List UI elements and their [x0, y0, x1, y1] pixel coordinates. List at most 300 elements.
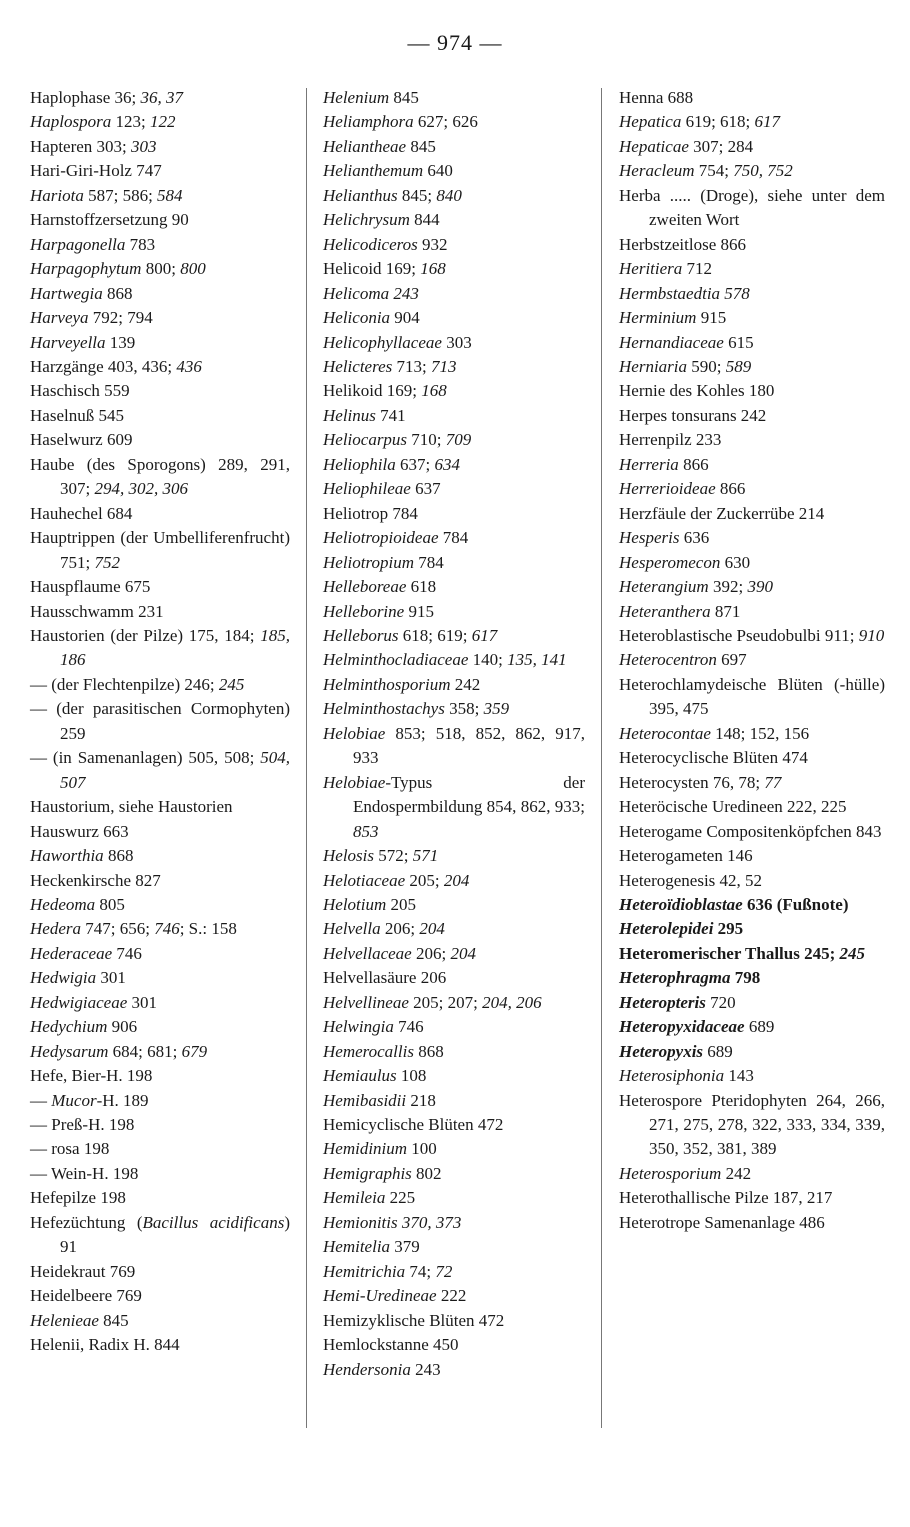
entry-text: 689: [703, 1041, 733, 1061]
entry-text: 370, 373: [401, 1212, 462, 1232]
entry-text: 617: [754, 112, 781, 132]
index-entry: [323, 869, 585, 893]
index-entry: [30, 233, 290, 257]
entry-text: Helianthemum: [323, 161, 424, 181]
entry-text: Helvellineae: [323, 992, 409, 1012]
index-entry: [30, 306, 290, 330]
entry-text: Helosis: [323, 846, 374, 866]
index-entry: [30, 1064, 290, 1088]
entry-text: 245: [218, 674, 245, 694]
entry-text: Hedwigiaceae: [30, 992, 128, 1012]
entry-text: 222: [436, 1286, 467, 1306]
entry-text: Heterocyclische Blüten 474: [619, 748, 808, 768]
entry-text: 587; 586;: [83, 185, 158, 205]
entry-text: 845: [98, 1310, 129, 1330]
index-entry: [323, 1260, 585, 1284]
index-entry: [30, 795, 290, 819]
entry-text: Hariota: [30, 185, 84, 205]
entry-text: Herba ..... (Droge), siehe unter dem zweiten Wort: [619, 185, 885, 230]
index-entry: [30, 575, 290, 599]
index-entry: [619, 869, 885, 893]
index-entry: [30, 331, 290, 355]
index-entry: [619, 648, 885, 672]
index-entry: [619, 159, 885, 183]
entry-text: Heterocentron: [619, 650, 717, 670]
index-entry: [30, 1040, 290, 1064]
entry-text: Herpes tonsurans 242: [619, 405, 767, 425]
entry-text: Heterocontae: [619, 723, 711, 743]
entry-text: 584: [157, 185, 183, 205]
entry-text: -Typus der Endospermbildung 854, 862, 933;: [353, 772, 585, 817]
index-entry: [323, 551, 585, 575]
entry-text: — (in Samenanlagen) 505, 508;: [30, 748, 261, 768]
index-entry: [30, 257, 290, 281]
entry-text: 390: [747, 577, 773, 597]
entry-text: — (der Flechtenpilze) 246;: [30, 674, 219, 694]
entry-text: 713: [430, 356, 457, 376]
entry-text: Hemigraphis: [323, 1163, 412, 1183]
index-entry: [323, 600, 585, 624]
entry-text: Haustorium, siehe Haustorien: [30, 797, 233, 817]
index-entry: [323, 1186, 585, 1210]
index-entry: [30, 502, 290, 526]
entry-text: 800;: [141, 259, 181, 279]
index-entry: [323, 184, 585, 208]
entry-text: Hemlockstanne 450: [323, 1335, 459, 1355]
entry-text: Heritiera: [619, 259, 683, 279]
entry-text: 910: [858, 625, 885, 645]
entry-text: Hemitrichia: [323, 1261, 406, 1281]
entry-text: Hauswurz 663: [30, 821, 129, 841]
entry-text: — (der parasitischen Cormophyten) 259: [30, 699, 290, 743]
entry-text: Heterochlamydeische Blüten (-hülle) 395, 475: [619, 674, 885, 719]
entry-text: Hefepilze 198: [30, 1188, 126, 1208]
index-entry: [619, 257, 885, 281]
index-entry: [30, 942, 290, 966]
entry-text: Hermbstaedtia: [619, 283, 721, 303]
entry-text: Heterothallische Pilze 187, 217: [619, 1188, 833, 1208]
index-entry: [30, 208, 290, 232]
entry-text: Helminthostachys: [323, 699, 445, 719]
entry-text: 868: [103, 846, 134, 866]
entry-text: 72: [435, 1261, 453, 1281]
index-entry: [619, 233, 885, 257]
entry-text: Hesperis: [619, 528, 680, 548]
entry-text: 906: [107, 1017, 138, 1037]
entry-text: 358;: [444, 699, 484, 719]
entry-text: 242: [450, 674, 481, 694]
entry-text: Hepaticae: [619, 136, 689, 156]
entry-text: 710;: [407, 430, 446, 450]
index-entry: [323, 331, 585, 355]
entry-text: Hauspflaume 675: [30, 577, 151, 597]
entry-text: 140;: [468, 650, 508, 670]
index-entry: [323, 477, 585, 501]
index-column-3: [619, 86, 885, 1235]
index-entry: [30, 1333, 290, 1357]
entry-text: Hedychium: [30, 1017, 108, 1037]
entry-text: 636: [679, 528, 710, 548]
entry-text: Hefezüchtung (: [30, 1212, 143, 1232]
index-entry: [619, 991, 885, 1015]
entry-text: 617: [471, 625, 498, 645]
index-entry: [323, 942, 585, 966]
index-entry: [30, 1260, 290, 1284]
entry-text: Heterosporium: [619, 1163, 722, 1183]
entry-text: Helvellaceae: [323, 943, 412, 963]
entry-text: 204: [419, 919, 445, 939]
entry-text: Helminthosporium: [323, 674, 451, 694]
entry-text: 618; 619;: [398, 625, 472, 645]
entry-text: Herrenpilz 233: [619, 430, 722, 450]
entry-text: -H. 189: [96, 1090, 149, 1110]
entry-text: 627; 626: [413, 112, 478, 132]
entry-text: 135, 141: [507, 650, 567, 670]
index-entry: [619, 820, 885, 844]
index-entry: [619, 1211, 885, 1235]
index-entry: [323, 893, 585, 917]
entry-text: 853; 518, 852, 862, 917, 933: [353, 723, 585, 768]
entry-text: Heterogenesis 42, 52: [619, 870, 763, 890]
entry-text: Henna 688: [619, 88, 694, 107]
entry-text: Heteroblastische Pseudobulbi 911;: [619, 625, 859, 645]
entry-text: 915: [696, 308, 727, 328]
index-entry: [323, 771, 585, 844]
index-entry: [30, 135, 290, 159]
entry-text: Helotiaceae: [323, 870, 406, 890]
entry-text: Helichrysum: [323, 210, 410, 230]
index-entry: [619, 1186, 885, 1210]
entry-text: — Wein-H. 198: [30, 1163, 139, 1183]
entry-text: ) 91: [60, 1212, 290, 1257]
entry-text: Hepatica: [619, 112, 682, 132]
index-entry: [30, 697, 290, 746]
entry-text: 578: [724, 283, 750, 303]
entry-text: 108: [396, 1066, 427, 1086]
entry-text: Haworthia: [30, 846, 104, 866]
entry-text: 100: [407, 1139, 437, 1159]
entry-text: 750, 752: [733, 161, 793, 181]
entry-text: 204: [450, 943, 476, 963]
entry-text: 77: [764, 772, 782, 792]
entry-text: 504, 507: [60, 748, 290, 792]
index-entry: [323, 306, 585, 330]
entry-text: Hemibasidii: [323, 1090, 407, 1110]
entry-text: 618: [406, 577, 437, 597]
index-entry: [30, 428, 290, 452]
entry-text: Hefe, Bier-H. 198: [30, 1066, 153, 1086]
index-entry: [30, 820, 290, 844]
index-entry: [30, 1309, 290, 1333]
entry-text: Hemileia: [323, 1188, 386, 1208]
entry-text: Helicodiceros: [323, 234, 418, 254]
entry-text: 148; 152, 156: [710, 723, 810, 743]
entry-text: Hedwigia: [30, 968, 97, 988]
entry-text: 572;: [374, 846, 413, 866]
entry-text: 747; 656;: [80, 919, 155, 939]
index-entry: [323, 1284, 585, 1308]
entry-text: Heidelbeere 769: [30, 1286, 142, 1306]
entry-text: 840: [436, 185, 462, 205]
entry-text: Heteromerischer Thallus 245;: [619, 943, 840, 963]
index-entry: [619, 795, 885, 819]
entry-text: Helenii, Radix H. 844: [30, 1335, 180, 1355]
entry-text: 746: [112, 943, 142, 963]
entry-text: 307; 284: [688, 136, 754, 156]
entry-text: 754;: [694, 161, 734, 181]
entry-text: 303: [131, 136, 157, 156]
index-entry: [323, 575, 585, 599]
entry-text: 359: [483, 699, 510, 719]
entry-text: 845: [406, 136, 436, 156]
entry-text: Herrerioideae: [619, 479, 716, 499]
entry-text: 800: [180, 259, 206, 279]
entry-text: Heliconia: [323, 308, 391, 328]
entry-text: Heteropteris: [619, 992, 706, 1012]
entry-text: Hemitelia: [323, 1237, 391, 1257]
index-entry: [619, 551, 885, 575]
entry-text: 802: [411, 1163, 442, 1183]
entry-text: Helobiae: [323, 723, 386, 743]
index-column-2: [323, 86, 585, 1382]
index-entry: [619, 306, 885, 330]
entry-text: Harveya: [30, 308, 89, 328]
index-entry: [323, 648, 585, 672]
index-entry: [30, 966, 290, 990]
entry-text: Helicoma: [323, 283, 390, 303]
index-entry: [323, 966, 585, 990]
index-entry: [619, 673, 885, 722]
index-entry: [30, 917, 290, 941]
entry-text: 844: [409, 210, 440, 230]
entry-text: 243: [393, 283, 419, 303]
entry-text: 866: [678, 454, 709, 474]
column-divider: [306, 88, 307, 1428]
index-entry: [619, 1040, 885, 1064]
entry-text: Herniaria: [619, 356, 687, 376]
entry-text: Helotium: [323, 894, 387, 914]
entry-text: 205; 207;: [408, 992, 483, 1012]
entry-text: Helwingia: [323, 1017, 394, 1037]
index-entry: [323, 1162, 585, 1186]
entry-text: 784: [413, 552, 444, 572]
entry-text: Hendersonia: [323, 1359, 411, 1379]
entry-text: 915: [404, 601, 434, 621]
entry-text: 185, 186: [60, 625, 290, 670]
entry-text: 619; 618;: [681, 112, 755, 132]
entry-text: 689: [744, 1017, 775, 1037]
entry-text: 634: [434, 454, 460, 474]
entry-text: Haplospora: [30, 112, 112, 132]
entry-text: 589: [725, 356, 752, 376]
index-entry: [619, 110, 885, 134]
index-entry: [30, 1162, 290, 1186]
entry-text: 294, 302, 306: [94, 479, 188, 499]
entry-text: 74;: [405, 1261, 436, 1281]
index-entry: [323, 86, 585, 110]
index-entry: [619, 1162, 885, 1186]
entry-text: Heliophileae: [323, 479, 411, 499]
entry-text: Hemerocallis: [323, 1041, 414, 1061]
index-entry: [323, 1309, 585, 1333]
entry-text: Hedeoma: [30, 894, 96, 914]
index-entry: [619, 502, 885, 526]
index-entry: [323, 917, 585, 941]
entry-text: Heliotropium: [323, 552, 414, 572]
index-entry: [323, 453, 585, 477]
entry-text: Helvella: [323, 919, 381, 939]
entry-text: Heteranthera: [619, 601, 711, 621]
entry-text: 746: [154, 919, 180, 939]
entry-text: 206;: [380, 919, 420, 939]
index-entry: [323, 722, 585, 771]
entry-text: Hederaceae: [30, 943, 113, 963]
entry-text: 295: [713, 919, 744, 939]
entry-text: 206;: [411, 943, 451, 963]
entry-text: 590;: [687, 356, 726, 376]
entry-text: Haplophase 36;: [30, 88, 141, 107]
index-column-1: [30, 86, 290, 1358]
index-entry: [619, 477, 885, 501]
index-entry: [619, 1089, 885, 1162]
entry-text: Hedera: [30, 919, 81, 939]
entry-text: Heliamphora: [323, 112, 414, 132]
index-entry: [30, 600, 290, 624]
entry-text: Heliotrop 784: [323, 503, 418, 523]
entry-text: 904: [390, 308, 420, 328]
index-entry: [30, 110, 290, 134]
index-entry: [619, 135, 885, 159]
index-entry: [323, 1235, 585, 1259]
entry-text: Helicophyllaceae: [323, 332, 442, 352]
entry-text: Heterangium: [619, 577, 709, 597]
index-entry: [323, 1358, 585, 1382]
entry-text: 218: [406, 1090, 436, 1110]
index-entry: [30, 1186, 290, 1210]
index-entry: [30, 893, 290, 917]
entry-text: Hemidinium: [323, 1139, 408, 1159]
entry-text: Hernandiaceae: [619, 332, 724, 352]
entry-text: Heterophragma: [619, 968, 731, 988]
entry-text: 746: [393, 1017, 424, 1037]
index-entry: [619, 86, 885, 110]
index-entry: [323, 1015, 585, 1039]
index-entry: [323, 135, 585, 159]
entry-text: 303: [441, 332, 472, 352]
index-entry: [323, 1089, 585, 1113]
index-entry: [619, 428, 885, 452]
entry-text: Heteropyxis: [619, 1041, 704, 1061]
index-entry: [323, 208, 585, 232]
index-entry: [323, 526, 585, 550]
index-entry: [30, 282, 290, 306]
entry-text: Mucor: [51, 1090, 97, 1110]
entry-text: 242: [721, 1163, 752, 1183]
index-entry: [30, 1113, 290, 1137]
entry-text: 752: [94, 552, 120, 572]
index-entry: [30, 624, 290, 673]
entry-text: Heliotropioideae: [323, 528, 439, 548]
entry-text: Heteroïdioblastae: [619, 894, 743, 914]
entry-text: Harpagophytum: [30, 259, 142, 279]
index-entry: [30, 86, 290, 110]
entry-text: Heterolepidei: [619, 919, 714, 939]
index-entry: [30, 1284, 290, 1308]
entry-text: 637;: [395, 454, 435, 474]
entry-text: 868: [102, 283, 133, 303]
entry-text: Helenieae: [30, 1310, 99, 1330]
entry-text: Haube (des Sporogons) 289, 291, 307;: [30, 454, 290, 499]
index-entry: [30, 379, 290, 403]
entry-text: Hemionitis: [323, 1212, 398, 1232]
entry-text: Haselwurz 609: [30, 430, 133, 450]
index-entry: [323, 110, 585, 134]
entry-text: 204: [443, 870, 470, 890]
entry-text: Heidekraut 769: [30, 1261, 136, 1281]
index-entry: [30, 453, 290, 502]
column-divider: [601, 88, 602, 1428]
entry-text: Harpagonella: [30, 234, 126, 254]
index-entry: [323, 379, 585, 403]
entry-text: Helikoid 169;: [323, 381, 422, 401]
entry-text: 615: [723, 332, 754, 352]
entry-text: 868: [413, 1041, 444, 1061]
entry-text: 792; 794: [88, 308, 153, 328]
entry-text: Hauptrippen (der Umbelliferenfrucht) 751;: [30, 528, 290, 572]
index-entry: [323, 673, 585, 697]
page-number: — 974 —: [407, 30, 503, 55]
entry-text: Helicteres: [323, 356, 393, 376]
index-entry: [323, 282, 585, 306]
index-entry: [30, 673, 290, 697]
entry-text: 853: [353, 821, 379, 841]
entry-text: 436: [176, 356, 202, 376]
entry-text: 866: [715, 479, 746, 499]
index-entry: [619, 624, 885, 648]
entry-text: Heterotrope Samenanlage 486: [619, 1212, 825, 1232]
entry-text: Harnstoffzersetzung 90: [30, 210, 189, 230]
index-entry: [619, 282, 885, 306]
index-entry: [323, 697, 585, 721]
index-entry: [30, 844, 290, 868]
index-entry: [30, 184, 290, 208]
entry-text: — rosa 198: [30, 1139, 110, 1159]
index-entry: [30, 1211, 290, 1260]
index-entry: [30, 1015, 290, 1039]
entry-text: 301: [127, 992, 157, 1012]
index-entry: [323, 991, 585, 1015]
entry-text: Hesperomecon: [619, 552, 721, 572]
index-entry: [619, 1064, 885, 1088]
index-entry: [323, 404, 585, 428]
index-entry: [619, 771, 885, 795]
entry-text: Hartwegia: [30, 283, 103, 303]
entry-text: Helianthus: [323, 185, 398, 205]
entry-text: Heracleum: [619, 161, 695, 181]
index-entry: [323, 159, 585, 183]
entry-text: 784: [438, 528, 469, 548]
entry-text: 571: [412, 846, 439, 866]
entry-text: —: [30, 1090, 52, 1110]
entry-text: Helleboreae: [323, 577, 407, 597]
entry-text: 205: [386, 894, 417, 914]
entry-text: 301: [96, 968, 126, 988]
entry-text: 679: [181, 1041, 208, 1061]
index-entry: [30, 159, 290, 183]
index-entry: [323, 233, 585, 257]
entry-text: Hauhechel 684: [30, 503, 133, 523]
index-entry: [619, 722, 885, 746]
